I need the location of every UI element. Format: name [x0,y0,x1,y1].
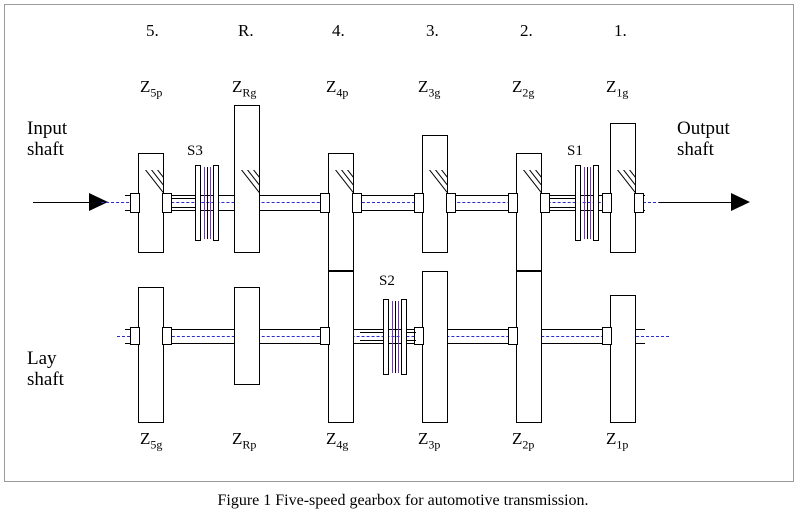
shaft-seg-l1 [360,332,384,333]
gear-z4p-hub-right [352,193,362,213]
top-label-5: 5. [146,21,159,40]
upper-gear-label-z3g [418,77,440,100]
shaft-seg-u2 [550,198,576,199]
gear-z5g-hub [130,327,140,345]
input-shaft-label [27,119,67,160]
lower-gear-sub-z4g: 4g [336,437,349,452]
shaft-seg-l1b [360,340,384,341]
gear-z3g-hub [414,193,424,213]
gear-z5g [138,287,164,423]
gear-z1g-hub [602,193,612,213]
gear-z5p [138,153,164,253]
gear-z3g [422,135,448,253]
gear-z2p [516,271,542,423]
upper-gear-base-z2g: Z [512,77,523,96]
lower-gear-label-z3p [418,429,440,452]
synchronizer-s3-left-plate [195,165,201,241]
gear-z5p-hatch [141,170,163,194]
gear-zrg-hatch [237,170,259,194]
gear-z1p-hub [602,327,612,345]
synchronizer-s1[interactable] [575,165,599,241]
shaft-seg-u1 [172,198,196,199]
shaft-seg-u2b [550,207,576,208]
lay-shaft-label-line1: Lay [27,348,57,369]
gear-z4p-hub [320,193,330,213]
synchronizer-s1-sleeve-b [587,167,588,239]
synchronizer-s3[interactable] [195,165,219,241]
lower-gear-label-z2p [512,429,534,452]
output-shaft-label [677,119,730,160]
upper-gear-sub-z4p: 4p [336,85,349,100]
synchronizer-s1-sleeve-a [584,167,585,239]
top-label-1: 1. [614,21,627,40]
lower-gear-base-z4g: Z [326,429,337,448]
synchronizer-s2-right-plate [401,299,407,375]
lower-gear-base-z1p: Z [606,429,617,448]
upper-gear-sub-zrg: Rg [242,85,257,100]
gear-zrg [234,105,260,253]
lower-gear-sub-z1p: 1p [616,437,629,452]
synchronizer-s1-right-plate [593,165,599,241]
gear-z4p-hatch [331,170,353,194]
lower-gear-label-zrp [232,429,256,452]
synchronizer-s2-sleeve-c [398,301,399,373]
sync-label-s3: S3 [187,143,203,159]
shaft-seg-l2b [406,340,416,341]
gear-z5g-hub-right [162,327,172,345]
gear-z2g-hatch [519,170,541,194]
output-arrow-icon [731,193,750,211]
gear-z5p-hub-right [162,193,172,213]
lay-shaft-label [27,349,64,390]
synchronizer-s3-sleeve-b [207,167,208,239]
gear-z3g-hub-right [446,193,456,213]
gear-z2g-hub [508,193,518,213]
gear-z4p [328,153,354,271]
upper-gear-label-z2g [512,77,534,100]
upper-gear-base-zrg: Z [232,77,243,96]
gear-z1g-hatch [613,170,635,194]
upper-gear-base-z4p: Z [326,77,337,96]
lower-gear-sub-z3p: 3p [428,437,441,452]
lower-gear-label-z4g [326,429,348,452]
lower-gear-base-z5g: Z [140,429,151,448]
output-shaft-label-line1: Output [677,118,730,139]
synchronizer-s3-sleeve-a [204,167,205,239]
output-shaft-label-line2: shaft [677,138,714,160]
synchronizer-s3-sleeve-c [210,167,211,239]
lower-gear-label-z5g [140,429,162,452]
input-shaft-label-line2: shaft [27,138,64,160]
shaft-seg-l2 [406,332,416,333]
upper-gear-base-z1g: Z [606,77,617,96]
synchronizer-s1-sleeve-c [590,167,591,239]
lower-gear-base-z3p: Z [418,429,429,448]
gear-z4g [328,271,354,423]
top-label-4: 4. [332,21,345,40]
lower-gear-base-zrp: Z [232,429,243,448]
top-label-r: R. [238,21,254,40]
upper-gear-sub-z5p: 5p [150,85,163,100]
gear-z1g [610,123,636,253]
gear-z1g-hub-right [634,193,644,213]
upper-gear-label-zrg [232,77,256,100]
top-label-3: 3. [426,21,439,40]
upper-gear-base-z3g: Z [418,77,429,96]
sync-label-s2: S2 [379,273,395,289]
shaft-seg-u1b [172,207,196,208]
lower-gear-label-z1p [606,429,628,452]
gear-z1p [610,295,636,423]
upper-gear-sub-z3g: 3g [428,85,441,100]
gear-z4g-hub [320,327,330,345]
top-label-2: 2. [520,21,533,40]
synchronizer-s2-sleeve-a [392,301,393,373]
synchronizer-s2-sleeve-b [395,301,396,373]
lower-gear-sub-z5g: 5g [150,437,163,452]
synchronizer-s2-left-plate [383,299,389,375]
gear-z3g-hatch [425,170,447,194]
upper-gear-label-z1g [606,77,628,100]
input-shaft-label-line1: Input [27,118,68,139]
upper-gear-label-z4p [326,77,348,100]
lower-gear-base-z2p: Z [512,429,523,448]
upper-gear-sub-z1g: 1g [616,85,629,100]
gear-z2p-hub [508,327,518,345]
figure-caption: Figure 1 Five-speed gearbox for automotive transmission. [217,492,589,509]
lower-gear-sub-z2p: 2p [522,437,535,452]
lower-gear-sub-zrp: Rp [242,437,257,452]
upper-gear-sub-z2g: 2g [522,85,535,100]
synchronizer-s1-left-plate [575,165,581,241]
gear-z3p-hub [414,327,424,345]
gear-z2g [516,153,542,271]
synchronizer-s2[interactable] [383,299,407,375]
gear-zrp [234,287,260,385]
gear-z2g-hub-right [540,193,550,213]
synchronizer-s3-right-plate [213,165,219,241]
lay-shaft-label-line2: shaft [27,368,64,390]
upper-gear-base-z5p: Z [140,77,151,96]
gear-z5p-hub [130,193,140,213]
diagram-frame [4,4,794,482]
upper-gear-label-z5p [140,77,162,100]
gear-z3p [422,271,448,423]
sync-label-s1: S1 [567,143,583,159]
